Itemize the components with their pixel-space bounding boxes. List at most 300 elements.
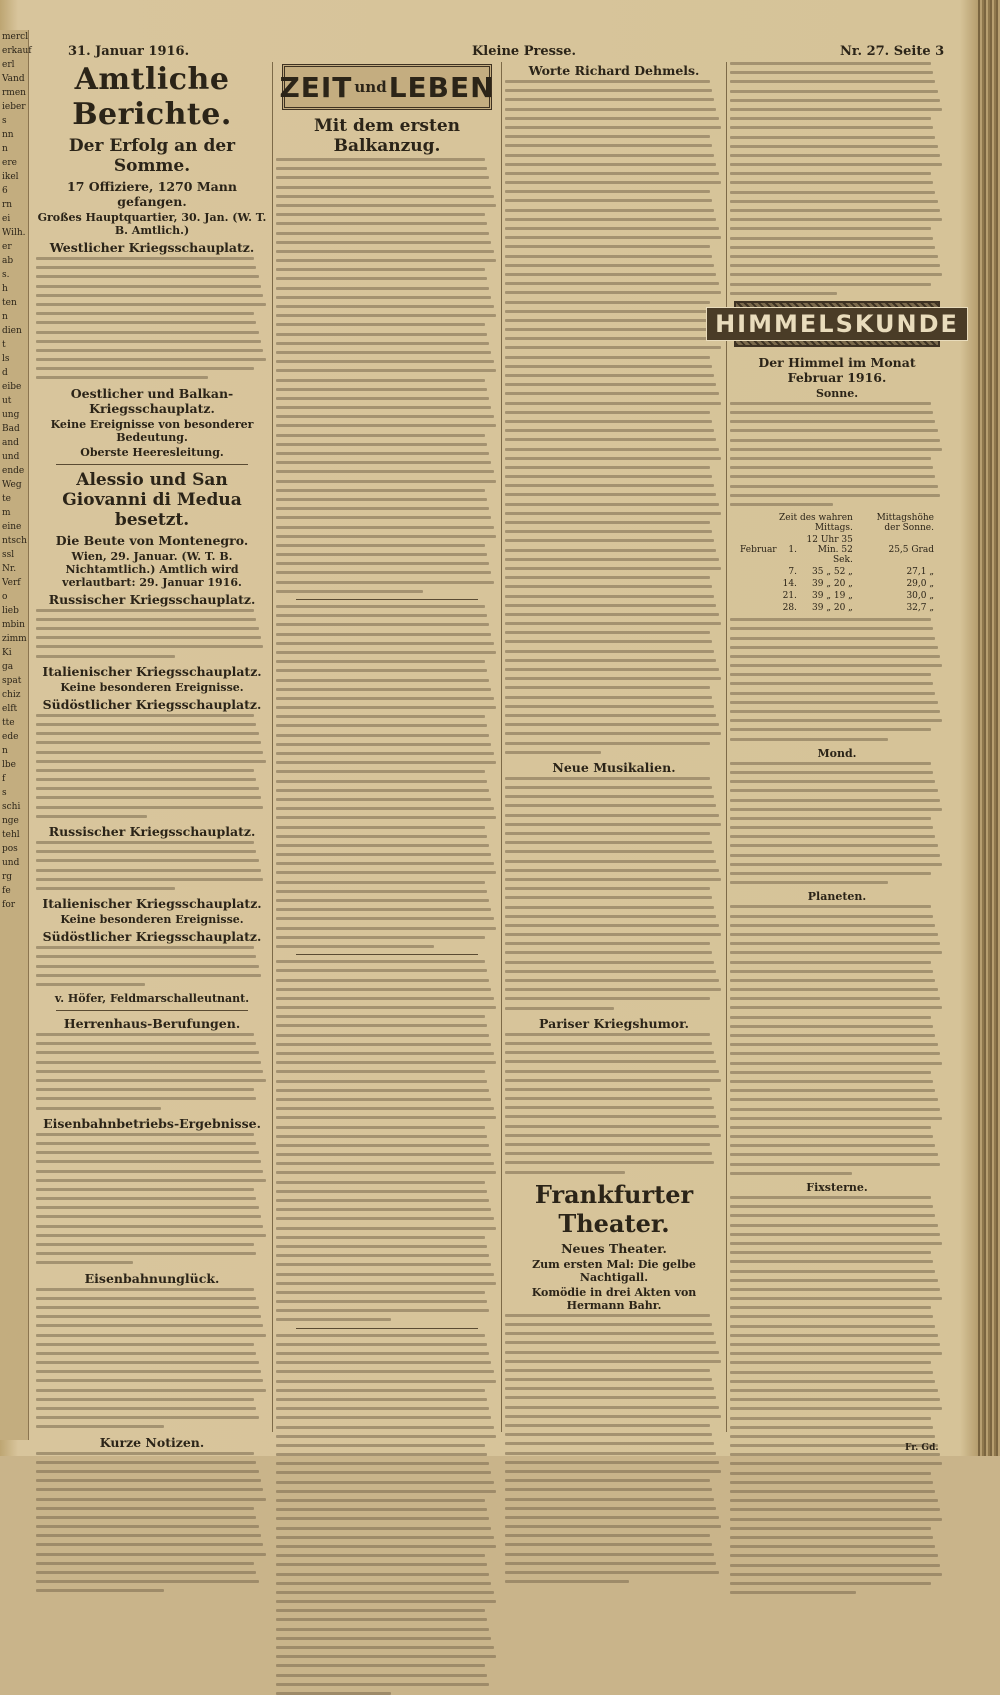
text-line [730,1135,933,1138]
sun-table [737,512,937,614]
text-line [505,878,721,881]
text-line [505,1088,710,1091]
text-line [36,1225,263,1228]
text-line [505,1314,710,1317]
article-text [730,402,944,506]
text-line [505,567,721,570]
text-line [505,1341,716,1344]
text-line [276,1655,496,1658]
text-line [276,406,491,409]
text-line [730,719,942,722]
text-line [276,660,485,663]
text-line [730,988,938,991]
text-line [505,1106,714,1109]
text-line [730,264,940,267]
text-line [276,369,496,372]
text-line [505,988,721,991]
note: Keine besonderen Ereignisse. [60,680,244,694]
text-line [276,890,487,893]
text-line [505,1406,719,1409]
text-line [505,795,714,798]
text-line [505,1042,712,1045]
text-line [730,1389,938,1392]
text-line [276,789,489,792]
adjacent-page-fragment: erl [2,60,15,70]
text-line [36,376,208,379]
text-line [276,232,489,235]
text-line [36,946,254,949]
text-line [276,323,485,326]
column-divider [501,62,502,1432]
text-line [730,1297,942,1300]
text-line [276,862,494,865]
text-line [276,213,485,216]
text-line [36,1334,266,1337]
text-line [505,751,601,754]
text-line [36,778,256,781]
text-line [730,710,940,713]
text-line [36,1288,254,1291]
text-line [36,1416,259,1419]
text-line [505,521,710,524]
signature: v. Höfer, Feldmarschalleutnant. [54,992,250,1006]
text-line [276,1600,496,1603]
text-line [36,859,259,862]
text-line [505,1424,710,1427]
text-line [276,908,491,911]
adjacent-page-fragment: Weg [2,480,22,490]
adjacent-page-fragment: rg [2,872,13,882]
text-line [730,1371,933,1374]
headline: Alessio und San Giovanni di Medua besetzt. [62,469,242,530]
adjacent-page-fragment: tehl [2,830,20,840]
text-line [276,452,489,455]
text-line [36,841,254,844]
text-line [505,832,710,835]
text-line [505,80,710,83]
text-line [505,696,712,699]
footer-initials: Fr. Gd. [905,1443,939,1453]
text-line [276,1282,496,1285]
adjacent-page-fragment: und [2,452,20,462]
text-line [505,997,710,1000]
text-line [276,461,491,464]
text-line [730,664,942,667]
text-line [276,1343,487,1346]
text-line [730,1260,933,1263]
adjacent-page-fragment: Ki [2,648,12,658]
text-line [36,1324,263,1327]
text-line [505,411,710,414]
text-line [36,645,263,648]
text-line [276,507,489,510]
text-line [730,951,942,954]
text-line [505,319,714,322]
text-line [505,604,716,607]
text-line [36,1097,256,1100]
text-line [730,1334,938,1337]
text-line [730,1126,931,1129]
adjacent-page-fragment: er [2,242,12,252]
adjacent-page-fragment: und [2,858,20,868]
text-line [505,135,710,138]
text-line [276,1352,489,1355]
column-feuilleton [505,60,723,1440]
text-line [730,1398,940,1401]
text-line [505,1125,719,1128]
text-line [505,337,719,340]
text-line [36,787,259,790]
text-line [276,397,489,400]
text-line [276,186,491,189]
text-line [36,609,254,612]
text-line [505,1507,716,1510]
text-line [730,1172,852,1175]
text-line [276,158,485,161]
adjacent-page-fragment: Verf [2,578,21,588]
text-line [505,613,719,616]
text-line [505,1461,719,1464]
adjacent-page-fragment: ikel [2,172,19,182]
text-line [505,1070,719,1073]
text-line [36,1215,261,1218]
text-line [505,89,712,92]
text-line [730,237,933,240]
text-line [730,1233,940,1236]
adjacent-page-fragment: ls [2,354,10,364]
text-line [730,789,938,792]
text-line [276,743,491,746]
headline: Der Erfolg an der Somme. [68,136,236,176]
text-line [730,970,933,973]
text-line [36,1407,256,1410]
text-line [505,1033,710,1036]
text-line [276,688,491,691]
text-line [276,1499,485,1502]
text-line [36,1142,256,1145]
text-line [276,1015,485,1018]
text-line [36,636,261,639]
text-line [505,650,714,653]
text-line [36,1498,266,1501]
text-line [730,1098,938,1101]
text-line [730,1144,935,1147]
text-line [505,291,721,294]
text-line [36,1088,254,1091]
text-line [730,485,938,488]
text-line [505,1152,712,1155]
adjacent-page-fragment: nge [2,816,19,826]
article-text [730,905,944,1174]
text-line [36,983,145,986]
text-line [505,209,714,212]
adjacent-page-fragment: nn [2,130,14,140]
text-line [36,1525,259,1528]
text-line [505,622,721,625]
text-line [36,321,256,324]
text-line [36,285,261,288]
text-line [276,945,434,948]
text-line [276,1618,487,1621]
text-line [730,246,935,249]
text-line [505,786,712,789]
adjacent-page-fragment: elft [2,704,18,714]
text-line [730,439,940,442]
text-line [505,723,719,726]
text-line [276,277,487,280]
article-text [36,1133,268,1265]
text-line [276,605,485,608]
text-line [505,924,719,927]
text-line [36,1252,256,1255]
text-line [276,1291,485,1294]
text-line [276,899,489,902]
subsection-heading: Südöstlicher Kriegsschauplatz. [42,929,262,945]
text-line [730,1564,940,1567]
text-line [730,218,942,221]
text-line [730,826,933,829]
banner-word: HIMMELSKUNDE [706,307,968,341]
text-line [730,1380,935,1383]
text-line [276,1628,489,1631]
adjacent-page-fragment: pos [2,844,18,854]
text-line [276,1435,496,1438]
text-line [730,292,837,295]
text-line [730,1472,931,1475]
article-title: Worte Richard Dehmels. [528,63,700,78]
text-line [276,871,496,874]
text-line [505,1323,712,1326]
text-line [730,692,935,695]
section-heading: Eisenbahnbetriebs-Ergebnisse. [43,1115,261,1131]
text-line [505,631,710,634]
text-line [730,154,940,157]
text-line [276,642,494,645]
text-line [730,99,940,102]
text-line [276,268,485,271]
adjacent-page-fragment: ga [2,662,14,672]
text-line [276,526,494,529]
text-line [505,1387,714,1390]
adjacent-page-fragment: d [2,368,8,378]
adjacent-page-fragment: rn [2,200,13,210]
table-row: 21. 39 „ 19 „ 30,0 „ [782,591,934,602]
text-line [276,204,496,207]
text-line [730,117,931,120]
article-text [276,605,498,948]
text-line [730,457,931,460]
text-line [276,259,496,262]
text-line [505,659,716,662]
himmelskunde-banner [715,301,959,347]
text-line [730,503,833,506]
text-line [276,1398,487,1401]
signature: Oberste Heeresleitung. [80,445,224,459]
adjacent-page-fragment: ede [2,732,19,742]
text-line [276,1490,496,1493]
header-date: 31. Januar 1916. [68,44,190,59]
text-line [505,493,716,496]
separator [56,1010,248,1011]
text-line [36,806,263,809]
text-line [730,1453,940,1456]
text-line [730,1034,935,1037]
text-line [730,1582,931,1585]
text-line [36,1379,263,1382]
text-line [505,961,714,964]
text-line [505,310,712,313]
text-line [36,1243,254,1246]
text-line [36,303,266,306]
text-line [730,762,931,765]
adjacent-page-fragment: n [2,312,8,322]
adjacent-page-fragment: fe [2,886,11,896]
text-line [730,1527,931,1530]
text-line [276,761,496,764]
text-line [276,1181,485,1184]
text-line [276,927,496,930]
text-line [730,420,935,423]
separator [296,954,478,955]
text-line [36,367,254,370]
text-line [505,979,719,982]
text-line [36,257,254,260]
text-line [730,881,888,884]
text-line [276,1273,494,1276]
text-line [276,415,494,418]
text-line [730,90,938,93]
article-title: Pariser Kriegshumor. [539,1015,689,1031]
text-line [276,1089,489,1092]
note: Keine besonderen Ereignisse. [60,913,244,927]
text-line [730,905,931,908]
theater-name: Neues Theater. [561,1240,667,1256]
text-line [36,312,254,315]
text-line [276,1664,485,1667]
text-line [36,1234,266,1237]
text-line [505,823,721,826]
adjacent-page-fragment: mercl [2,32,29,42]
note: Keine Ereignisse von besonderer Bedeutung. [50,417,254,444]
text-line [36,796,261,799]
text-line [276,669,487,672]
text-line [505,301,710,304]
text-line [505,181,721,184]
text-line [36,1306,259,1309]
text-line [730,466,933,469]
text-line [505,392,719,395]
text-line [36,1261,133,1264]
header-page-number: Nr. 27. Seite 3 [840,44,945,59]
text-line [276,780,487,783]
text-line [36,723,256,726]
article-text [36,714,268,818]
text-line [505,245,710,248]
text-line [276,1563,487,1566]
text-line [276,1208,491,1211]
text-line [276,614,487,617]
dateline: Wien, 29. Januar. (W. T. B. Nichtamtlich.) Amtlich wird verlautbart: 29. Januar 1916. [62,549,242,589]
text-line [730,1426,933,1429]
text-line [276,342,489,345]
text-line [505,457,721,460]
text-line [730,942,940,945]
text-line [276,1591,494,1594]
article-text [36,1452,268,1593]
text-line [276,1453,487,1456]
text-line [730,191,935,194]
text-line [276,798,491,801]
text-line [730,780,935,783]
text-line [276,1416,491,1419]
text-line [505,1007,614,1010]
text-line [505,1079,721,1082]
text-line [730,1270,935,1273]
banner-word: LEBEN [388,70,495,104]
text-line [505,1378,712,1381]
text-line [276,1236,485,1239]
text-line [730,255,938,258]
text-line [505,448,719,451]
text-line [36,1580,259,1583]
text-line [276,1462,489,1465]
text-line [276,333,487,336]
text-line [505,503,719,506]
article-text [505,1033,723,1174]
text-line [36,1516,256,1519]
text-line [505,906,714,909]
text-line [276,1080,487,1083]
text-line [36,1133,254,1136]
text-line [505,1396,716,1399]
column-divider [726,62,727,1432]
adjacent-page-fragment: ei [2,214,11,224]
text-line [276,544,485,547]
text-line [505,346,721,349]
banner-word: ZEIT [279,70,353,104]
text-line [505,576,710,579]
subsection-heading: Westlicher Kriegsschauplatz. [49,240,255,255]
text-line [36,1452,254,1455]
text-line [730,854,940,857]
article-text [36,1033,268,1110]
text-line [276,1582,491,1585]
article-title: Mit dem ersten Balkanzug. [313,116,461,156]
text-line [276,1444,485,1447]
text-line [276,1527,491,1530]
article-text [505,80,723,754]
text-line [730,1153,938,1156]
text-line [505,402,721,405]
text-line [276,250,494,253]
text-line [276,960,485,963]
adjacent-page-fragment: lieb [2,606,19,616]
text-line [276,1227,496,1230]
text-line [36,714,254,717]
text-line [505,475,712,478]
text-line [730,738,888,741]
separator [296,599,478,600]
text-line [505,218,716,221]
text-line [505,1534,710,1537]
text-line [36,965,259,968]
text-line [730,1536,933,1539]
article-text [36,946,268,986]
text-line [505,1060,716,1063]
text-line [505,126,721,129]
text-line [276,241,491,244]
text-line [276,498,487,501]
